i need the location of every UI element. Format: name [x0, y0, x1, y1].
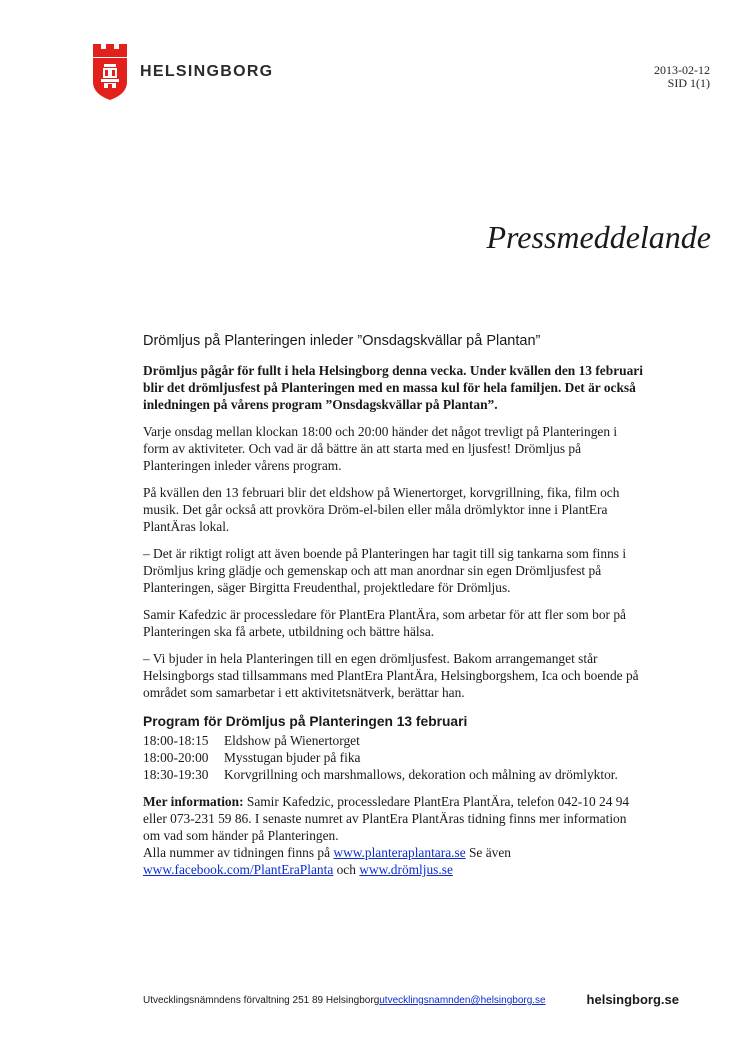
body-paragraph: På kvällen den 13 februari blir det eldshow på Wienertorget, korvgrillning, fika, film och musik. Det går också att provköra Dröm-el-bilen eller måla drömlyktor inne i PlantEra PlantÄras lokal. [143, 485, 620, 534]
body-paragraph: Varje onsdag mellan klockan 18:00 och 20:00 händer det något trevligt på Planteringen i form av aktiviteter. Och vad är då bättre än att starta med en ljusfest! Drömljus på Planteringen inleder vårens program. [143, 424, 618, 473]
link-joiner: och [333, 862, 360, 877]
page-number: SID 1(1) [667, 76, 710, 90]
info-text: Samir Kafedzic, processledare PlantEra PlantÄra, telefon 042-10 24 94 eller 073-231 59 86. I senaste numret av PlantEra PlantÄras tidning finns mer information om vad som händer på Planteringen. [143, 794, 630, 843]
quote-paragraph: – Det är riktigt roligt att även boende på Planteringen har tagit till sig tankarna som finns i Drömljus kring glädje och gemenskap och att man anordnar sin egen Drömljusfest på Planteringen, säger Birgitta Freudenthal, projektledare för Drömljus. [143, 546, 627, 595]
dromljus-link[interactable]: www.drömljus.se [359, 862, 453, 877]
program-time: 18:00-18:15 [143, 733, 209, 748]
program-list [143, 732, 643, 783]
document-date: 2013-02-12 [654, 63, 710, 77]
info-line2-suffix: Se även [465, 845, 512, 860]
date-block [654, 64, 710, 90]
body-paragraph: Samir Kafedzic är processledare för PlantEra PlantÄra, som arbetar för att fler som bor på Planteringen ska få arbete, utbildning och bättre hälsa. [143, 607, 626, 639]
facebook-link[interactable]: www.facebook.com/PlantEraPlanta [143, 862, 334, 877]
program-time: 18:00-20:00 [143, 750, 209, 765]
planteraplantara-link[interactable]: www.planteraplantara.se [333, 845, 466, 860]
info-label: Mer information: [143, 794, 244, 809]
program-activity: Korvgrillning och marshmallows, dekoration och målning av drömlyktor. [224, 767, 618, 782]
footer-address-text: Utvecklingsnämndens förvaltning 251 89 Helsingborg [143, 995, 380, 1006]
program-heading: Program för Drömljus på Planteringen 13 februari [143, 714, 468, 729]
main-content [143, 332, 643, 878]
program-activity: Eldshow på Wienertorget [224, 733, 360, 748]
quote-paragraph: – Vi bjuder in hela Planteringen till en egen drömljusfest. Bakom arrangemanget står Helsingborgs stad tillsammans med PlantEra PlantÄra, Helsingborgshem, Ica och boende på området som samarbetar i ett aktivitetsnätverk, berättar han. [143, 651, 639, 700]
footer-email-link[interactable]: utvecklingsnamnden@helsingborg.se [379, 995, 546, 1006]
info-line2-prefix: Alla nummer av tidningen finns på [143, 845, 334, 860]
footer-website: helsingborg.se [586, 992, 679, 1007]
program-row [143, 732, 643, 749]
program-activity: Mysstugan bjuder på fika [224, 750, 361, 765]
footer-address [143, 995, 546, 1006]
helsingborg-crest-icon [92, 44, 128, 100]
more-information [143, 793, 643, 878]
document-type-title: Pressmeddelande [486, 219, 711, 255]
program-row [143, 749, 643, 766]
brand-name: HELSINGBORG [140, 63, 274, 80]
ingress-paragraph: Drömljus pågår för fullt i hela Helsingborg denna vecka. Under kvällen den 13 februari blir det drömljusfest på Planteringen med en massa kul för hela familjen. Det är också inledningen på vårens program ”Onsdagskvällar på Plantan”. [143, 363, 643, 412]
headline: Drömljus på Planteringen inleder ”Onsdagskvällar på Plantan” [143, 333, 541, 349]
program-time: 18:30-19:30 [143, 767, 209, 782]
program-row [143, 766, 643, 783]
